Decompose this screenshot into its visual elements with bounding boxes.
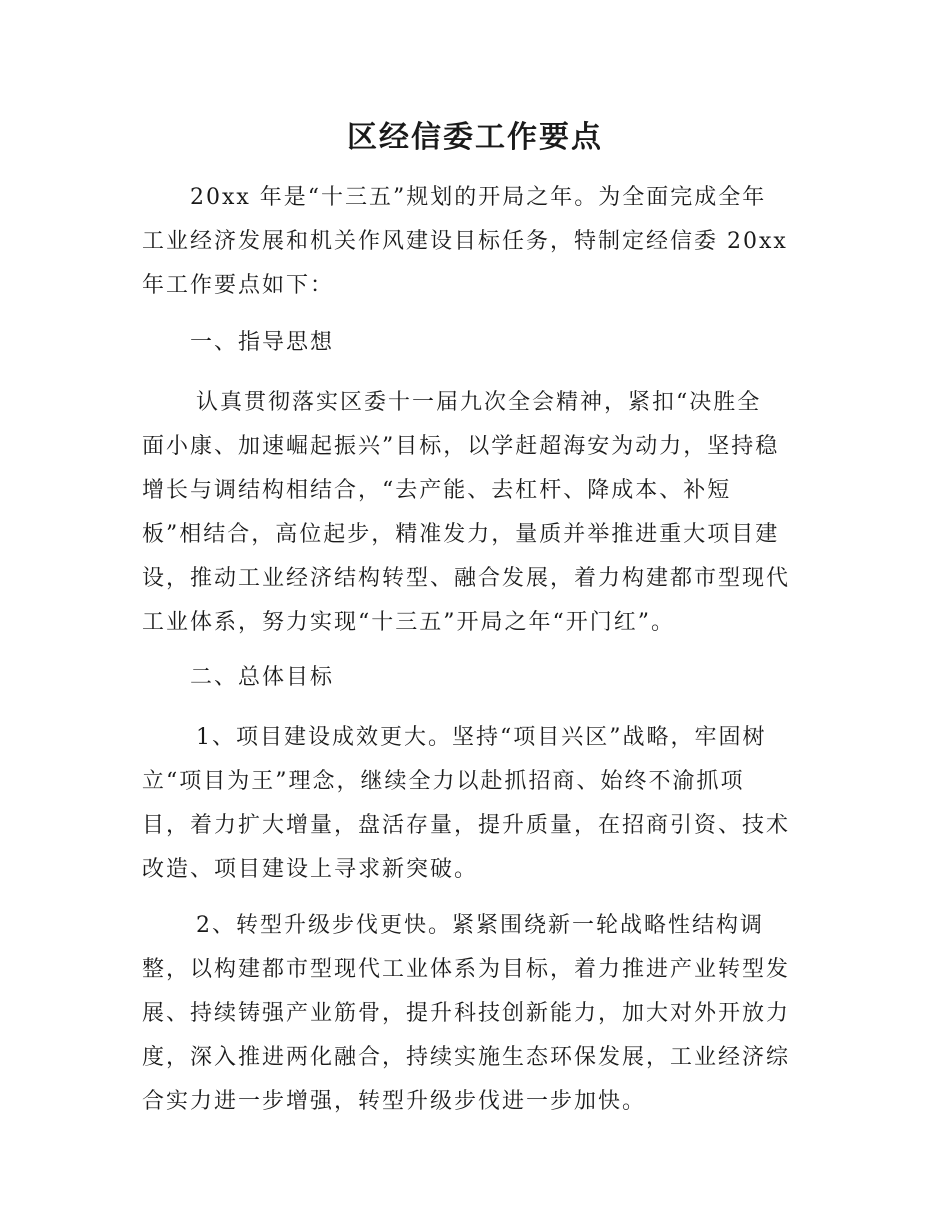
- item1-line: 立“项目为王”理念，继续全力以赴抓招商、始终不渝抓项: [142, 769, 745, 794]
- intro-paragraph: [142, 176, 812, 308]
- section2-item2-paragraph: [142, 904, 812, 1124]
- intro-line: 20xx 年是“十三五”规划的开局之年。为全面完成全年: [190, 185, 767, 210]
- section1-line: 面小康、加速崛起振兴”目标，以学赶超海安为动力，坚持稳: [142, 434, 780, 459]
- intro-line: 年工作要点如下：: [142, 273, 335, 298]
- item2-line: 展、持续铸强产业筋骨，提升科技创新能力，加大对外开放力: [142, 1001, 791, 1026]
- section2-heading: 二、总体目标: [190, 665, 335, 690]
- item1-line: 目，着力扩大增量，盘活存量，提升质量，在招商引资、技术: [142, 813, 791, 838]
- section1-line: 增长与调结构相结合，“去产能、去杠杆、降成本、补短: [142, 478, 732, 503]
- section1-line: 板”相结合，高位起步，精准发力，量质并举推进重大项目建: [142, 522, 780, 547]
- section1-line: 设，推动工业经济结构转型、融合发展，着力构建都市型现代: [142, 566, 791, 591]
- item2-line: 度，深入推进两化融合，持续实施生态环保发展，工业经济综: [142, 1045, 791, 1070]
- intro-line: 工业经济发展和机关作风建设目标任务，特制定经信委 20xx: [142, 229, 788, 254]
- item2-line: 合实力进一步增强，转型升级步伐进一步加快。: [142, 1089, 647, 1114]
- section2-item1-paragraph: [142, 716, 812, 892]
- item2-line: 2、转型升级步伐更快。紧紧围绕新一轮战略性结构调: [196, 913, 764, 938]
- item1-line: 改造、项目建设上寻求新突破。: [142, 857, 479, 882]
- item2-line: 整，以构建都市型现代工业体系为目标，着力推进产业转型发: [142, 957, 791, 982]
- section1-heading: 一、指导思想: [190, 330, 335, 355]
- item1-line: 1、项目建设成效更大。坚持“项目兴区”战略，牢固树: [196, 725, 767, 750]
- section1-line: 工业体系，努力实现“十三五”开局之年“开门红”。: [142, 610, 675, 635]
- document-title: 区经信委工作要点: [347, 120, 603, 155]
- section1-line: 认真贯彻落实区委十一届九次全会精神，紧扣“决胜全: [196, 390, 762, 415]
- section1-paragraph: [142, 381, 812, 645]
